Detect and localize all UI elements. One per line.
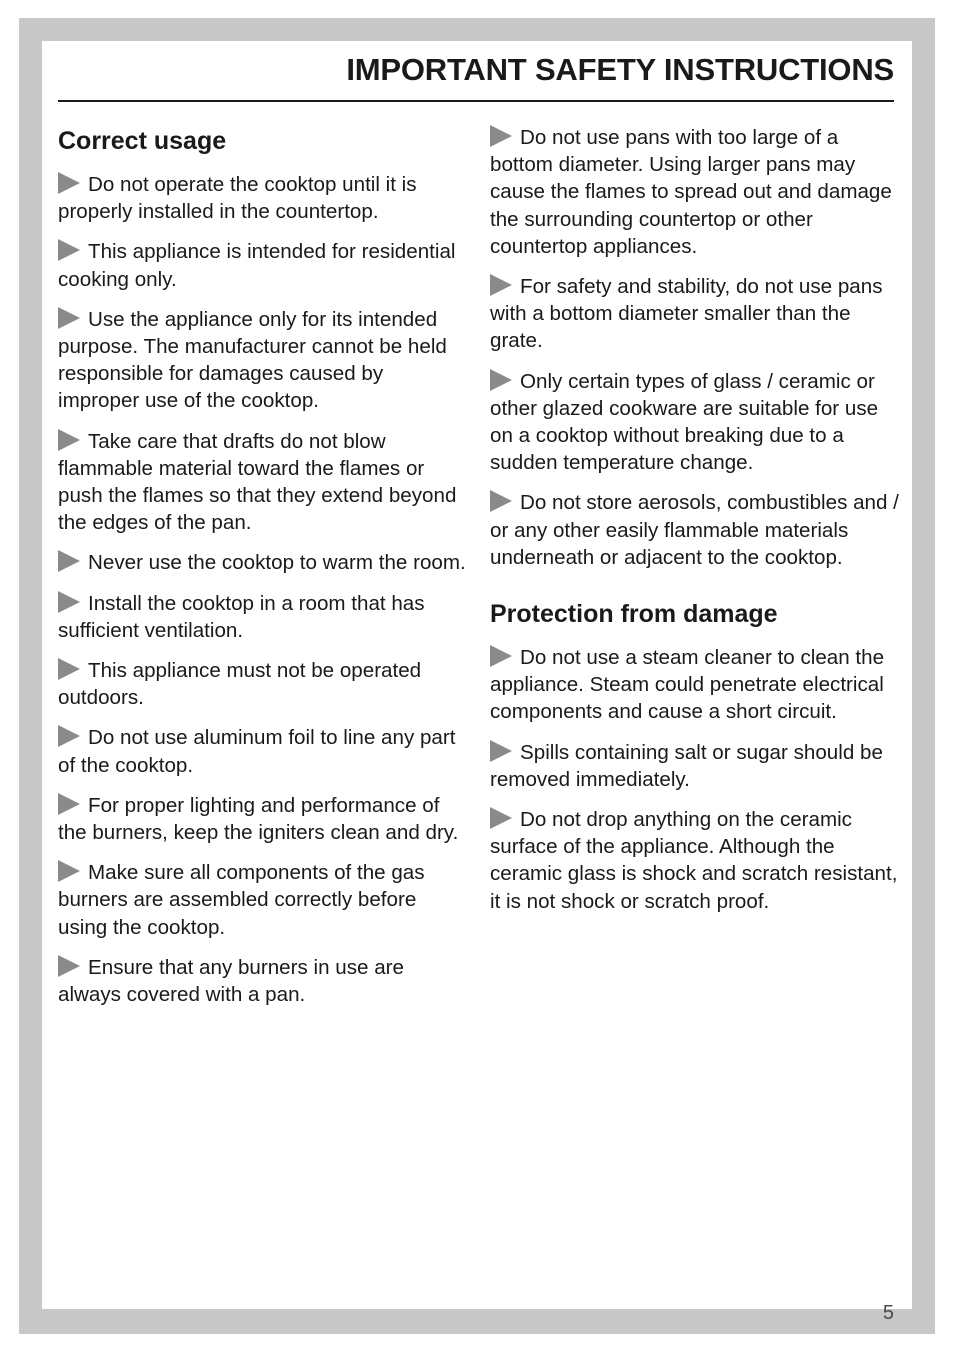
list-item-text: Use the appliance only for its intended purpose. The manufacturer cannot be held responsible for damages caused by improper use of the cooktop.	[58, 307, 447, 413]
list-item-text: For safety and stability, do not use pans with a bottom diameter smaller than the grate.	[490, 275, 883, 353]
list-item-text: Spills containing salt or sugar should be removed immediately.	[490, 740, 883, 791]
triangle-right-icon	[490, 645, 512, 667]
right-column	[490, 124, 900, 928]
left-column	[58, 124, 466, 1021]
list-item	[490, 489, 900, 571]
triangle-right-icon	[58, 955, 80, 977]
list-item-text: Install the cooktop in a room that has sufficient ventilation.	[58, 591, 425, 642]
triangle-right-icon	[58, 658, 80, 680]
list-item	[490, 124, 900, 260]
list-item	[58, 657, 466, 711]
list-item	[58, 724, 466, 778]
list-item	[58, 428, 466, 537]
list-item-text: Do not drop anything on the ceramic surface of the appliance. Although the ceramic glass is shock and scratch resistant, it is not shock or scratch proof.	[490, 808, 898, 913]
triangle-right-icon	[490, 807, 512, 829]
triangle-right-icon	[58, 239, 80, 261]
triangle-right-icon	[58, 860, 80, 882]
list-item-text: This appliance must not be operated outdoors.	[58, 659, 422, 710]
triangle-right-icon	[58, 429, 80, 451]
triangle-right-icon	[490, 490, 512, 512]
list-item-text: Do not operate the cooktop until it is properly installed in the countertop.	[58, 173, 417, 224]
list-item	[58, 954, 466, 1008]
list-item	[490, 806, 900, 915]
list-item-text: Never use the cooktop to warm the room.	[88, 551, 466, 575]
list-item	[58, 171, 466, 225]
list-item	[58, 238, 466, 292]
triangle-right-icon	[490, 274, 512, 296]
list-item-text: This appliance is intended for residential cooking only.	[58, 240, 456, 291]
triangle-right-icon	[58, 725, 80, 747]
triangle-right-icon	[58, 307, 80, 329]
list-item-text: Take care that drafts do not blow flammable material toward the flames or push the flames so that they extend beyond the edges of the pan.	[58, 429, 457, 535]
triangle-right-icon	[58, 591, 80, 613]
list-item	[58, 549, 466, 576]
list-item	[490, 644, 900, 726]
section-heading-protection-from-damage: Protection from damage	[490, 600, 778, 629]
title-divider	[58, 100, 894, 102]
list-item-text: Only certain types of glass / ceramic or other glazed cookware are suitable for use on a cooktop without breaking due to a sudden temperature change.	[490, 369, 879, 475]
list-item	[58, 859, 466, 941]
list-item-text: Ensure that any burners in use are always covered with a pan.	[58, 955, 404, 1007]
list-item	[58, 792, 466, 846]
list-item-text: Do not use a steam cleaner to clean the appliance. Steam could penetrate electrical components and cause a short circuit.	[490, 646, 885, 724]
list-item-text: Do not use aluminum foil to line any part of the cooktop.	[58, 726, 456, 777]
list-item	[58, 306, 466, 415]
triangle-right-icon	[58, 172, 80, 194]
triangle-right-icon	[58, 550, 80, 572]
section-heading-correct-usage: Correct usage	[58, 127, 227, 155]
triangle-right-icon	[58, 793, 80, 815]
triangle-right-icon	[490, 740, 512, 762]
page-title: IMPORTANT SAFETY INSTRUCTIONS	[346, 52, 894, 87]
list-item	[490, 273, 900, 355]
list-item	[490, 368, 900, 477]
list-item-text: Do not store aerosols, combustibles and / or any other easily flammable materials underneath or adjacent to the cooktop.	[490, 491, 899, 569]
list-item-text: For proper lighting and performance of the burners, keep the igniters clean and dry.	[58, 793, 459, 845]
list-item-text: Make sure all components of the gas burners are assembled correctly before using the cooktop.	[58, 861, 425, 939]
list-item-text: Do not use pans with too large of a bottom diameter. Using larger pans may cause the flames to spread out and damage the surrounding countertop or other countertop appliances.	[490, 126, 892, 258]
list-item	[490, 739, 900, 793]
triangle-right-icon	[490, 369, 512, 391]
page-number: 5	[882, 1302, 894, 1324]
list-item	[58, 590, 466, 644]
triangle-right-icon	[490, 125, 512, 147]
